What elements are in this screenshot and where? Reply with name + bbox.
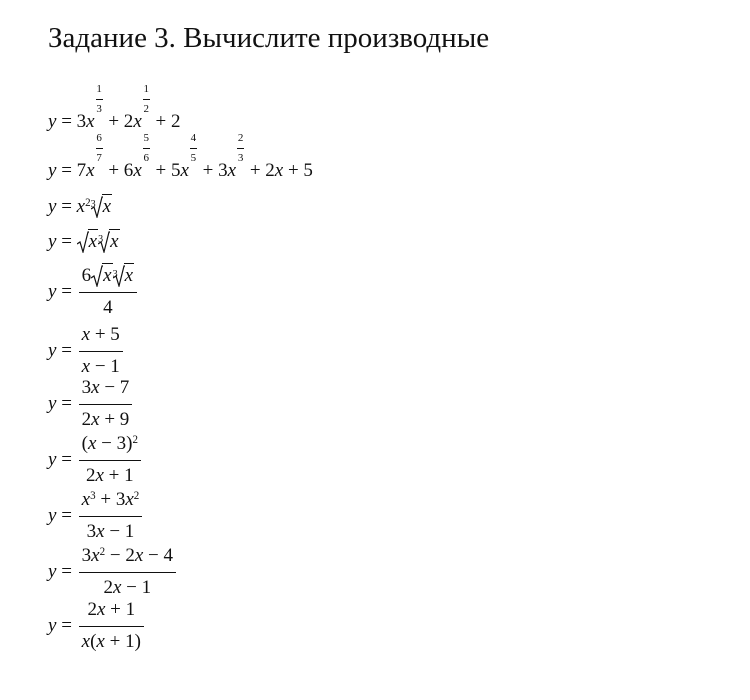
formula-1: y = 3x $\frac{1}{3}$ + 2x $\frac{1}{2}$ + 2 — [48, 83, 181, 132]
formula-5: y = 6 x 3 x 4 — [48, 266, 137, 319]
task-title: Задание 3. Вычислите производные — [48, 22, 490, 54]
formula-9: y = $\frac{x^3 + 3x^2}{3x - 1}$ — [48, 490, 142, 543]
formula-3: $y = x^2$ 3 x — [48, 196, 112, 217]
formula-8: y = $\frac{(x - 3)^2}{2x + 1}$ — [48, 434, 141, 487]
formula-6: y = $\frac{x + 5}{x - 1}$ — [48, 325, 123, 378]
formula-7: y = $\frac{3x - 7}{2x + 9}$ — [48, 378, 132, 431]
formula-10: y = $\frac{3x^2 - 2x - 4}{2x - 1}$ — [48, 546, 176, 599]
formula-11: y = $\frac{2x + 1}{x(x + 1)}$ — [48, 600, 144, 653]
formula-2: y = 7x $\frac{6}{7}$ + 6x $\frac{5}{6}$ + 5x $\frac{4}{5}$ + 3x $\frac{2}{3}$ + 2x + 5 — [48, 132, 313, 181]
formula-4: y = x 3 x — [48, 231, 119, 252]
